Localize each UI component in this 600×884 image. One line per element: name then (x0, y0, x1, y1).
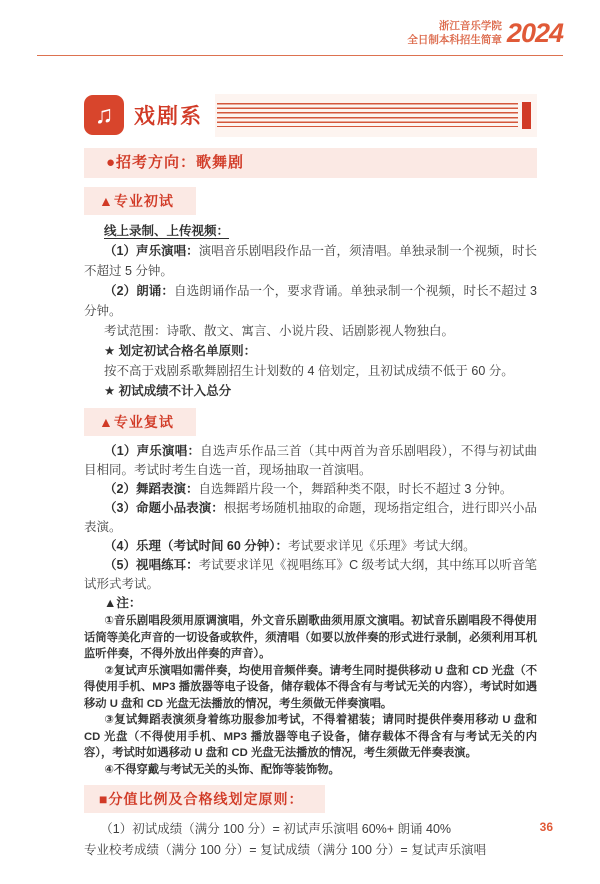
paragraph: ★ 划定初试合格名单原则： (104, 344, 257, 358)
paragraph: 考试范围：诗歌、散文、寓言、小说片段、话剧影视人物独白。 (104, 324, 455, 338)
department-title-row (84, 94, 537, 136)
department-title: 戏剧系 (134, 105, 203, 128)
page-content (84, 94, 537, 861)
notes-heading: ▲注： (104, 596, 142, 610)
first-round-lead (84, 221, 537, 241)
paragraph: （1）声乐演唱：自选声乐作品三首（其中两首为音乐剧唱段），不得与初试曲目相同。考试时考生自选一首，现场抽取一首演唱。 (84, 444, 537, 477)
section-scoring (84, 778, 537, 861)
paragraph: 按不高于戏剧系歌舞剧招生计划数的 4 倍划定，且初试成绩不低于 60 分。 (104, 364, 514, 378)
staff-lines (217, 103, 518, 127)
music-note-glyph: ♫ (94, 100, 114, 129)
scoring-line: （1）初试成绩（满分 100 分）= 初试声乐演唱 60%+ 朗诵 40% (100, 822, 452, 836)
paragraph: ★ 初试成绩不计入总分 (104, 384, 232, 398)
paragraph: （1）声乐演唱：演唱音乐剧唱段作品一首，须清唱。单独录制一个视频，时长不超过 5 分钟。 (84, 244, 537, 278)
paragraph: （3）命题小品表演：根据考场随机抽取的命题，现场指定组合，进行即兴小品表演。 (84, 501, 537, 534)
section-first-round (84, 187, 537, 401)
lead-text: 线上录制、上传视频： (104, 224, 230, 238)
paragraph: （5）视唱练耳：考试要求详见《视唱练耳》C 级考试大纲，其中练耳以听音笔试形式考试。 (84, 558, 537, 591)
paragraph: （4）乐理（考试时间 60 分钟）：考试要求详见《乐理》考试大纲。 (104, 539, 476, 553)
note-item: ③复试舞蹈表演须身着练功服参加考试，不得着裙装；请同时提供伴奏用移动 U 盘和 CD 光盘（不得使用手机、MP3 播放器等电子设备，储存载体不得含有与考试无关的内容），考试时如遇移动 U 盘和 CD 光盘无法播放的情况，考生须做无伴奏表演。 (84, 714, 537, 759)
paragraph: （2）朗诵：自选朗诵作品一个，要求背诵。单独录制一个视频，时长不超过 3 分钟。 (84, 284, 538, 318)
note-item: ④不得穿戴与考试无关的头饰、配饰等装饰物。 (104, 763, 340, 776)
staff-end-bar (522, 102, 531, 129)
direction-band: ●招考方向：歌舞剧 (84, 148, 537, 178)
note-item: ②复试声乐演唱如需伴奏，均使用音频伴奏。请考生同时提供移动 U 盘和 CD 光盘（不得使用手机、MP3 播放器等电子设备，储存载体不得含有与考试无关的内容），考试时如遇移动 U 盘和 CD 光盘无法播放的情况，考生须做无伴奏演唱。 (84, 664, 537, 710)
org-line-2: 全日制本科招生简章 (407, 33, 502, 46)
paragraph: （2）舞蹈表演：自选舞蹈片段一个，舞蹈种类不限，时长不超过 3 分钟。 (104, 482, 513, 496)
staff-lines-decoration (215, 94, 537, 137)
page-number: 36 (539, 820, 553, 834)
note-item: ①音乐剧唱段须用原调演唱，外文音乐剧歌曲须用原文演唱。初试音乐剧唱段不得使用话筒等美化声音的一切设备或软件，须清唱（如要以放伴奏的形式进行录制，必须利用耳机监听伴奏，不得外放出伴奏的声音）。 (84, 615, 537, 660)
second-round-heading: ▲专业复试 (84, 408, 196, 436)
scoring-heading: ■分值比例及合格线划定原则： (84, 785, 325, 813)
header-divider (37, 55, 563, 56)
year-label: 2024 (506, 18, 563, 49)
page-header (407, 20, 563, 47)
scoring-line: 专业校考成绩（满分 100 分）= 复试成绩（满分 100 分）= 复试声乐演唱 (84, 843, 487, 857)
org-name (407, 20, 502, 47)
music-note-icon (84, 95, 124, 135)
org-line-1: 浙江音乐学院 (438, 20, 502, 32)
section-second-round (84, 401, 537, 778)
first-round-heading: ▲专业初试 (84, 187, 196, 215)
